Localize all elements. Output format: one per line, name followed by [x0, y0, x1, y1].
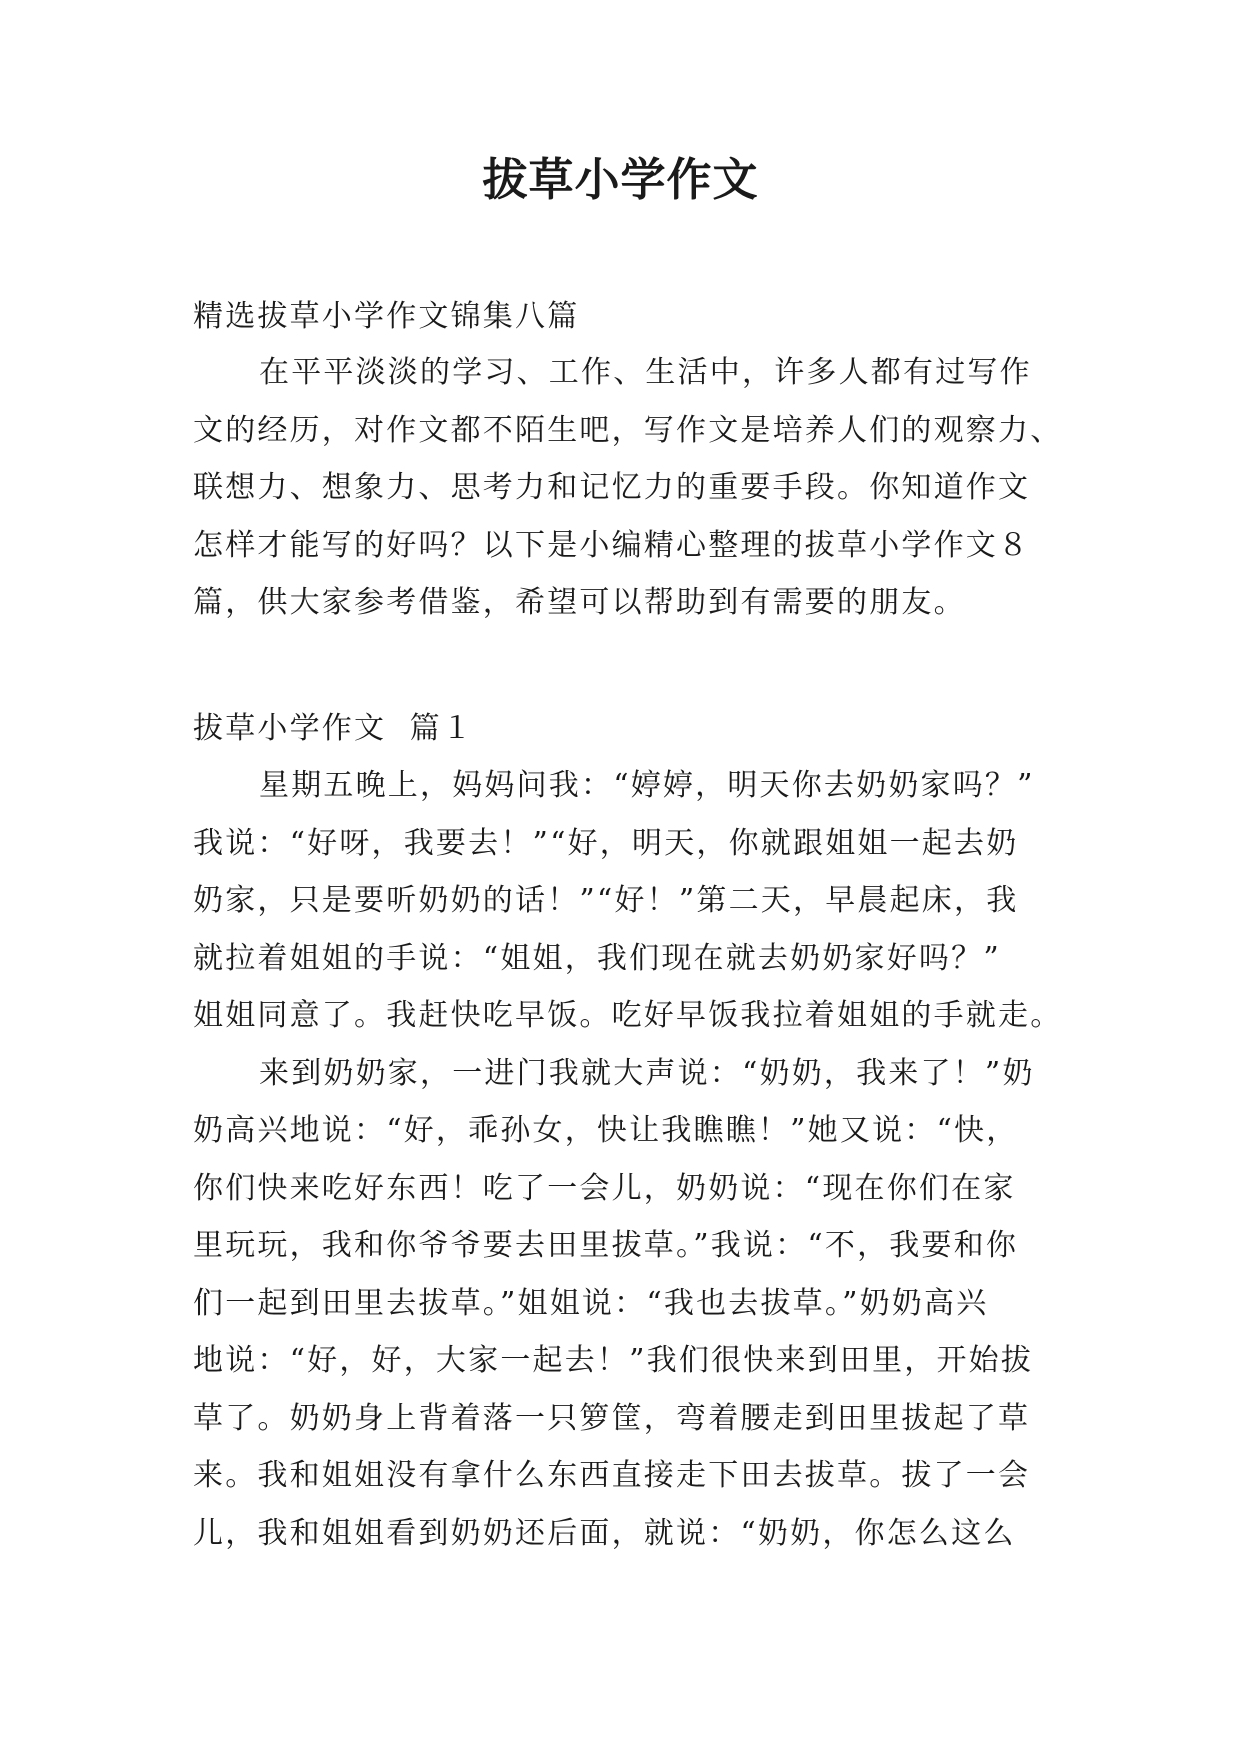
- paragraph-line: 来到奶奶家，一进门我就大声说：“奶奶，我来了！”奶: [259, 1055, 1035, 1091]
- subtitle-line: 精选拔草小学作文锦集八篇: [193, 299, 580, 334]
- intro-line: 怎样才能写的好吗？以下是小编精心整理的拔草小学作文８: [193, 527, 1031, 563]
- paragraph-line: 星期五晚上，妈妈问我：“婷婷，明天你去奶奶家吗？”: [259, 768, 1035, 803]
- paragraph-line: 们一起到田里去拔草。”姐姐说：“我也去拔草。”奶奶高兴: [193, 1285, 989, 1321]
- paragraph-line: 就拉着姐姐的手说：“姐姐，我们现在就去奶奶家好吗？”: [193, 940, 1001, 976]
- paragraph-line: 草了。奶奶身上背着落一只箩筐，弯着腰走到田里拔起了草: [193, 1400, 1031, 1436]
- intro-line: 文的经历，对作文都不陌生吧，写作文是培养人们的观察力、: [193, 412, 1063, 448]
- intro-line: 篇，供大家参考借鉴，希望可以帮助到有需要的朋友。: [193, 585, 966, 620]
- paragraph-line: 我说：“好呀，我要去！”“好，明天，你就跟姐姐一起去奶: [193, 825, 1019, 861]
- paragraph-line: 奶高兴地说：“好，乖孙女，快让我瞧瞧！”她又说：“快，: [193, 1113, 1019, 1148]
- intro-paragraph: [193, 344, 1063, 632]
- section-body: [193, 757, 1063, 1562]
- paragraph-line: 儿，我和姐姐看到奶奶还后面，就说：“奶奶，你怎么这么: [193, 1515, 1016, 1551]
- section-heading-text: 拔草小学作文 篇１: [193, 711, 475, 746]
- section-heading: [193, 700, 1055, 758]
- paragraph-line: 里玩玩，我和你爷爷要去田里拔草。”我说：“不，我要和你: [193, 1228, 1019, 1263]
- intro-line: 在平平淡淡的学习、工作、生活中，许多人都有过写作: [259, 355, 1032, 390]
- intro-line: 联想力、想象力、思考力和记忆力的重要手段。你知道作文: [193, 470, 1031, 505]
- paragraph-line: 奶家，只是要听奶奶的话！”“好！”第二天，早晨起床，我: [193, 883, 1019, 918]
- paragraph-line: 姐姐同意了。我赶快吃早饭。吃好早饭我拉着姐姐的手就走。: [193, 998, 1063, 1033]
- document-subtitle: [193, 288, 1055, 346]
- paragraph-line: 来。我和姐姐没有拿什么东西直接走下田去拔草。拔了一会: [193, 1458, 1031, 1493]
- paragraph-line: 你们快来吃好东西！吃了一会儿，奶奶说：“现在你们在家: [193, 1170, 1016, 1206]
- document-title: 拔草小学作文: [482, 153, 759, 206]
- paragraph-line: 地说：“好，好，大家一起去！”我们很快来到田里，开始拔: [193, 1343, 1034, 1378]
